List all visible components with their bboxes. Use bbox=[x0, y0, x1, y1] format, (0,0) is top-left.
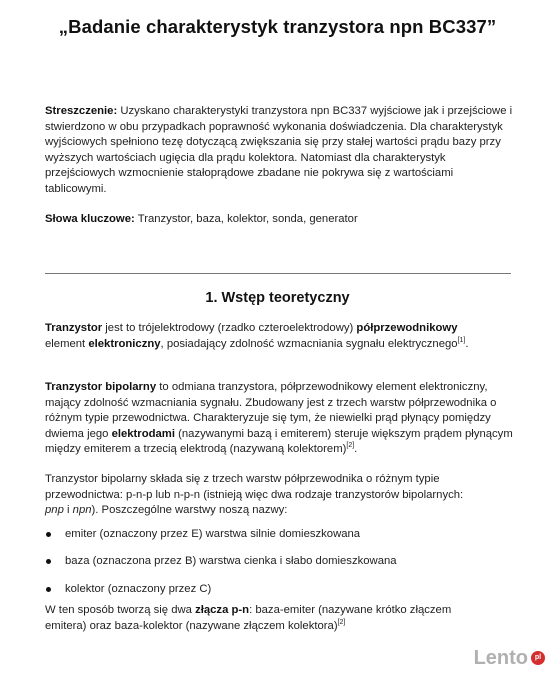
p2-end: . bbox=[354, 443, 358, 456]
p2-bold-a: elektrodami bbox=[111, 427, 175, 440]
document-title: „Badanie charakterystyk tranzystora npn BC337” bbox=[58, 16, 497, 37]
p1-end: . bbox=[465, 337, 469, 350]
abstract-paragraph bbox=[45, 104, 517, 198]
p1-bold-b: elektroniczny bbox=[88, 337, 161, 350]
term-tranzystor: Tranzystor bbox=[45, 322, 103, 334]
term-tranzystor-bipolarny: Tranzystor bipolarny bbox=[45, 381, 157, 393]
p4-text-b: : baza-emiter (nazywane krótko złączem emitera) oraz baza-kolektor (nazywane złączem kolektora) bbox=[45, 604, 452, 632]
p3-text-b: i bbox=[63, 504, 73, 517]
p1-text-b: element bbox=[45, 337, 89, 350]
p4-reference: [2] bbox=[337, 618, 346, 626]
paragraph-budowa bbox=[45, 472, 470, 519]
keywords-text: Tranzystor, baza, kolektor, sonda, generator bbox=[137, 213, 358, 225]
p3-text-c: ). Poszczególne warstwy noszą nazwy: bbox=[91, 504, 288, 517]
p4-bold-zlacza: złącza p-n bbox=[195, 604, 250, 616]
watermark-text: Lento bbox=[473, 646, 528, 669]
keywords-label: Słowa kluczowe: bbox=[45, 213, 135, 225]
section-heading: 1. Wstęp teoretyczny bbox=[205, 290, 350, 306]
bullet-dot-icon bbox=[46, 587, 51, 592]
p2-text-b: (nazywanymi bazą i emiterem) steruje większym prądem płynącym między emiterem a trzecią elektrodą (nazywaną kolektorem) bbox=[45, 427, 513, 456]
p1-bold-a: półprzewodnikowy bbox=[356, 322, 458, 334]
bullet-dot-icon bbox=[46, 532, 51, 537]
p2-text-a: to odmiana tranzystora, półprzewodnikowy element elektroniczny, mający zdolność wzmacniania sygnału. Zbudowany jest z trzech warstw półprzewodnika o różnym typie przewodnictwa. Charakteryzuje się tym, że niewielki prąd płynący pomiędzy dwiema jego bbox=[45, 381, 497, 440]
bullet-text-baza: baza (oznaczona przez B) warstwa cienka i słabo domieszkowana bbox=[65, 555, 397, 567]
p3-text-a: Tranzystor bipolarny składa się z trzech warstw półprzewodnika o różnym typie przewodnictwa: p-n-p lub n-p-n (istnieją więc dwa rodzaje tranzystorów bipolarnych: bbox=[45, 473, 464, 501]
lento-watermark-logo bbox=[474, 646, 545, 670]
section-divider bbox=[45, 273, 511, 274]
abstract-text: Uzyskano charakterystyki tranzystora npn BC337 wyjściowe jak i przejściowe i stwierdzono w obu przypadkach poprawność wykonania doświadczenia. Dla charakterystyk wyjściowych spełniono tezę dotyczącą zwiększania się przy stałej wartości prądu bazy przy wyższych wartościach ugięcia dla prądu kolektora. Natomiast dla charakterystyk przejściowych wzmocnienie stałoprądowe zbadane nie pokrywa się z wartościami tablicowymi. bbox=[45, 105, 513, 195]
bullet-text-emiter: emiter (oznaczony przez E) warstwa silnie domieszkowana bbox=[65, 528, 361, 540]
p1-text-c: , posiadający zdolność wzmacniania sygnału elektrycznego bbox=[160, 337, 458, 350]
p2-reference: [2] bbox=[346, 442, 355, 450]
paragraph-tranzystor-bipolarny bbox=[45, 380, 517, 458]
p1-text-a: jest to trójelektrodowy (rzadko czteroelektrodowy) bbox=[102, 322, 357, 334]
bullet-dot-icon bbox=[46, 559, 51, 564]
p1-reference: [1] bbox=[457, 336, 466, 344]
paragraph-tranzystor bbox=[45, 321, 485, 352]
paragraph-zlacza bbox=[45, 603, 490, 634]
keywords-line bbox=[45, 212, 517, 228]
p4-text-a: W ten sposób tworzą się dwa bbox=[45, 604, 196, 616]
p3-italic-npn: npn bbox=[72, 504, 92, 517]
abstract-label: Streszczenie: bbox=[45, 105, 118, 117]
watermark-badge-icon: pl bbox=[531, 651, 545, 665]
bullet-text-kolektor: kolektor (oznaczony przez C) bbox=[65, 583, 212, 595]
p3-italic-pnp: pnp bbox=[45, 504, 64, 517]
